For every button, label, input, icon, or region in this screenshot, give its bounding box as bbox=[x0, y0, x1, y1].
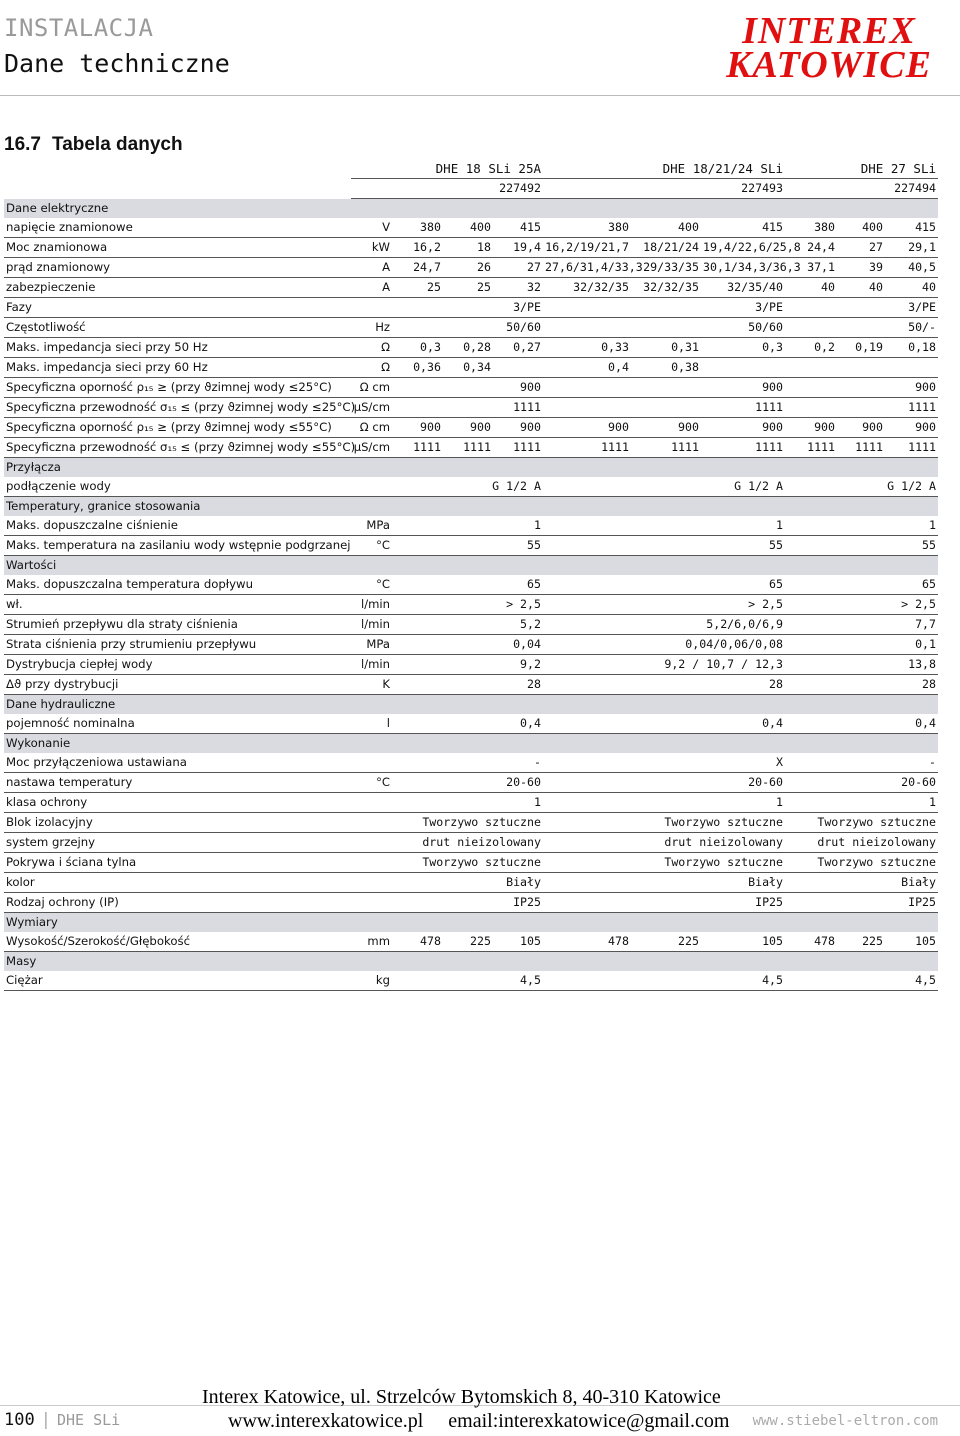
section-label: Przyłącza bbox=[4, 458, 938, 478]
row-label: Fazy bbox=[4, 298, 351, 318]
footer-address: Interex Katowice, ul. Strzelców Bytomskich 8, 40-310 Katowice bbox=[202, 1386, 721, 1408]
section-row bbox=[4, 734, 938, 754]
row-value: Tworzywo sztuczne bbox=[393, 813, 543, 833]
section-row bbox=[4, 497, 938, 517]
interex-katowice-logo bbox=[704, 10, 954, 86]
row-label: Moc przyłączeniowa ustawiana bbox=[4, 753, 351, 773]
section-label: INSTALACJA bbox=[4, 14, 154, 42]
row-value: 18/21/24 bbox=[631, 238, 701, 258]
row-value: 24,7 bbox=[393, 258, 443, 278]
table-row bbox=[4, 438, 938, 458]
row-value: 0,34 bbox=[443, 358, 493, 378]
row-unit bbox=[351, 833, 393, 853]
row-value: 30,1/34,3/36,3 bbox=[701, 258, 785, 278]
row-value: 0,04 bbox=[393, 635, 543, 655]
row-value: X bbox=[543, 753, 785, 773]
row-value: - bbox=[393, 753, 543, 773]
row-unit: A bbox=[351, 258, 393, 278]
row-value: 1 bbox=[543, 793, 785, 813]
row-label: pojemność nominalna bbox=[4, 714, 351, 734]
row-value bbox=[785, 358, 837, 378]
row-value: 50/60 bbox=[393, 318, 543, 338]
row-value: drut nieizolowany bbox=[393, 833, 543, 853]
table-row bbox=[4, 477, 938, 497]
data-table bbox=[4, 159, 938, 991]
row-value: 19,4 bbox=[493, 238, 543, 258]
section-row bbox=[4, 695, 938, 715]
table-row bbox=[4, 675, 938, 695]
table-row bbox=[4, 773, 938, 793]
row-label: Blok izolacyjny bbox=[4, 813, 351, 833]
row-value: 225 bbox=[443, 932, 493, 952]
row-value: 1 bbox=[393, 793, 543, 813]
row-value: 0,4 bbox=[543, 714, 785, 734]
row-unit: l/min bbox=[351, 595, 393, 615]
row-value bbox=[837, 358, 885, 378]
row-value: 0,28 bbox=[443, 338, 493, 358]
row-label: Maks. dopuszczalna temperatura dopływu bbox=[4, 575, 351, 595]
table-row bbox=[4, 278, 938, 298]
row-unit: kW bbox=[351, 238, 393, 258]
row-value: 20-60 bbox=[543, 773, 785, 793]
row-value: 5,2/6,0/6,9 bbox=[543, 615, 785, 635]
row-value: 25 bbox=[443, 278, 493, 298]
page-number: 100 bbox=[4, 1410, 35, 1430]
row-value: 105 bbox=[701, 932, 785, 952]
row-label: Rodzaj ochrony (IP) bbox=[4, 893, 351, 913]
row-value: 3/PE bbox=[785, 298, 938, 318]
row-value: 1111 bbox=[393, 438, 443, 458]
row-value: 55 bbox=[543, 536, 785, 556]
row-value: 380 bbox=[393, 218, 443, 238]
row-label: zabezpieczenie bbox=[4, 278, 351, 298]
row-value: 0,3 bbox=[701, 338, 785, 358]
row-label: Maks. dopuszczalne ciśnienie bbox=[4, 516, 351, 536]
table-row bbox=[4, 615, 938, 635]
table-row bbox=[4, 318, 938, 338]
table-row bbox=[4, 238, 938, 258]
row-value: 1 bbox=[785, 793, 938, 813]
row-value bbox=[493, 358, 543, 378]
row-unit: A bbox=[351, 278, 393, 298]
row-value: 0,3 bbox=[393, 338, 443, 358]
row-value: 32/35/40 bbox=[701, 278, 785, 298]
row-value: 0,18 bbox=[885, 338, 938, 358]
row-value: 0,33 bbox=[543, 338, 631, 358]
row-value: 27,6/31,4/33,3 bbox=[543, 258, 631, 278]
row-value: 40 bbox=[885, 278, 938, 298]
table-row bbox=[4, 793, 938, 813]
row-value: 0,2 bbox=[785, 338, 837, 358]
row-value: 18 bbox=[443, 238, 493, 258]
row-label: Specyficzna przewodność σ₁₅ ≤ (przy ϑzimnej wody ≤55°C) bbox=[4, 438, 351, 458]
row-value: 7,7 bbox=[785, 615, 938, 635]
row-value: 9,2 / 10,7 / 12,3 bbox=[543, 655, 785, 675]
row-value: 900 bbox=[443, 418, 493, 438]
row-value: 1111 bbox=[493, 438, 543, 458]
row-value: - bbox=[785, 753, 938, 773]
row-label: Wysokość/Szerokość/Głębokość bbox=[4, 932, 351, 952]
row-label: kolor bbox=[4, 873, 351, 893]
row-unit: Ω bbox=[351, 338, 393, 358]
row-unit: °C bbox=[351, 575, 393, 595]
row-value: 1111 bbox=[543, 438, 631, 458]
row-value: 0,38 bbox=[631, 358, 701, 378]
row-value: 1111 bbox=[631, 438, 701, 458]
part-number-1: 227492 bbox=[393, 179, 543, 199]
row-label: system grzejny bbox=[4, 833, 351, 853]
footer-website[interactable]: www.stiebel-eltron.com bbox=[752, 1413, 938, 1429]
part-number-row bbox=[4, 179, 938, 199]
row-value: 27 bbox=[493, 258, 543, 278]
row-value: 28 bbox=[393, 675, 543, 695]
row-value: 900 bbox=[543, 418, 631, 438]
row-unit bbox=[351, 853, 393, 873]
page-footer: 100 | DHE SLi bbox=[4, 1410, 121, 1430]
table-row bbox=[4, 635, 938, 655]
model-2: DHE 18/21/24 SLi bbox=[543, 159, 785, 179]
row-unit bbox=[351, 298, 393, 318]
row-value: 1 bbox=[785, 516, 938, 536]
table-row bbox=[4, 378, 938, 398]
row-label: napięcie znamionowe bbox=[4, 218, 351, 238]
row-unit bbox=[351, 477, 393, 497]
row-value: 478 bbox=[543, 932, 631, 952]
row-label: Częstotliwość bbox=[4, 318, 351, 338]
row-value: 105 bbox=[493, 932, 543, 952]
row-unit: mm bbox=[351, 932, 393, 952]
table-row bbox=[4, 218, 938, 238]
row-value: 380 bbox=[785, 218, 837, 238]
row-label: wł. bbox=[4, 595, 351, 615]
row-value: 19,4/22,6/25,8 bbox=[701, 238, 785, 258]
row-unit: kg bbox=[351, 971, 393, 991]
row-unit: Ω cm bbox=[351, 378, 393, 398]
row-value: 65 bbox=[785, 575, 938, 595]
row-label: Maks. impedancja sieci przy 60 Hz bbox=[4, 358, 351, 378]
row-value: 37,1 bbox=[785, 258, 837, 278]
table-row bbox=[4, 753, 938, 773]
row-value: 225 bbox=[631, 932, 701, 952]
table-row bbox=[4, 338, 938, 358]
row-value: 400 bbox=[443, 218, 493, 238]
row-value: 5,2 bbox=[393, 615, 543, 635]
row-value: Biały bbox=[393, 873, 543, 893]
row-label: Maks. temperatura na zasilaniu wody wstępnie podgrzanej bbox=[4, 536, 351, 556]
row-unit: K bbox=[351, 675, 393, 695]
part-number-2: 227493 bbox=[543, 179, 785, 199]
row-label: Maks. impedancja sieci przy 50 Hz bbox=[4, 338, 351, 358]
row-value: G 1/2 A bbox=[393, 477, 543, 497]
row-value: 380 bbox=[543, 218, 631, 238]
section-label: Dane elektryczne bbox=[4, 199, 938, 219]
row-value: 1111 bbox=[837, 438, 885, 458]
row-value: 28 bbox=[785, 675, 938, 695]
section-label: Wykonanie bbox=[4, 734, 938, 754]
row-value: 29,1 bbox=[885, 238, 938, 258]
section-row bbox=[4, 913, 938, 933]
row-value: 1111 bbox=[443, 438, 493, 458]
row-label: Specyficzna oporność ρ₁₅ ≥ (przy ϑzimnej wody ≤25°C) bbox=[4, 378, 351, 398]
row-value: drut nieizolowany bbox=[543, 833, 785, 853]
row-value: 900 bbox=[393, 418, 443, 438]
model-3: DHE 27 SLi bbox=[785, 159, 938, 179]
row-unit: l/min bbox=[351, 655, 393, 675]
row-label: Δϑ przy dystrybucji bbox=[4, 675, 351, 695]
row-value: G 1/2 A bbox=[785, 477, 938, 497]
table-row bbox=[4, 258, 938, 278]
page-title: Dane techniczne bbox=[4, 49, 230, 78]
row-value: 27 bbox=[837, 238, 885, 258]
row-unit: Ω bbox=[351, 358, 393, 378]
row-unit: MPa bbox=[351, 516, 393, 536]
row-value: 4,5 bbox=[543, 971, 785, 991]
row-label: Strata ciśnienia przy strumieniu przepływu bbox=[4, 635, 351, 655]
row-value: 26 bbox=[443, 258, 493, 278]
row-value: 50/- bbox=[785, 318, 938, 338]
row-value: Tworzywo sztuczne bbox=[393, 853, 543, 873]
row-value: 1111 bbox=[543, 398, 785, 418]
row-value: 25 bbox=[393, 278, 443, 298]
row-value: 65 bbox=[543, 575, 785, 595]
row-value: 900 bbox=[785, 418, 837, 438]
row-value: 24,4 bbox=[785, 238, 837, 258]
row-value: 65 bbox=[393, 575, 543, 595]
table-row bbox=[4, 971, 938, 991]
row-value: 900 bbox=[543, 378, 785, 398]
row-value: 0,36 bbox=[393, 358, 443, 378]
row-value: 478 bbox=[785, 932, 837, 952]
row-value: 1111 bbox=[785, 438, 837, 458]
model-header-row bbox=[4, 159, 938, 179]
row-value: 3/PE bbox=[543, 298, 785, 318]
section-row bbox=[4, 199, 938, 219]
row-label: Pokrywa i ściana tylna bbox=[4, 853, 351, 873]
row-value: Tworzywo sztuczne bbox=[785, 853, 938, 873]
row-value: 900 bbox=[631, 418, 701, 438]
row-value: Biały bbox=[543, 873, 785, 893]
table-row bbox=[4, 873, 938, 893]
table-row bbox=[4, 516, 938, 536]
logo-line-1: INTEREX bbox=[742, 10, 916, 52]
row-value: 1 bbox=[393, 516, 543, 536]
row-value: 1111 bbox=[701, 438, 785, 458]
row-value: 1111 bbox=[785, 398, 938, 418]
row-value: 105 bbox=[885, 932, 938, 952]
table-row bbox=[4, 655, 938, 675]
row-value: Biały bbox=[785, 873, 938, 893]
row-value: 55 bbox=[393, 536, 543, 556]
row-value: 900 bbox=[701, 418, 785, 438]
row-value: 225 bbox=[837, 932, 885, 952]
row-value: 0,19 bbox=[837, 338, 885, 358]
row-unit: l bbox=[351, 714, 393, 734]
row-value: 0,04/0,06/0,08 bbox=[543, 635, 785, 655]
table-row bbox=[4, 575, 938, 595]
row-unit: Ω cm bbox=[351, 418, 393, 438]
row-value: 50/60 bbox=[543, 318, 785, 338]
row-label: Specyficzna oporność ρ₁₅ ≥ (przy ϑzimnej wody ≤55°C) bbox=[4, 418, 351, 438]
section-label: Temperatury, granice stosowania bbox=[4, 497, 938, 517]
table-heading-text: Tabela danych bbox=[52, 134, 183, 155]
row-unit: °C bbox=[351, 536, 393, 556]
row-value: 1111 bbox=[885, 438, 938, 458]
row-value: 40 bbox=[837, 278, 885, 298]
row-value: 0,31 bbox=[631, 338, 701, 358]
row-value: 29/33/35 bbox=[631, 258, 701, 278]
row-unit: MPa bbox=[351, 635, 393, 655]
row-value: 1 bbox=[543, 516, 785, 536]
table-heading bbox=[4, 134, 183, 156]
row-value: 415 bbox=[701, 218, 785, 238]
row-value: IP25 bbox=[393, 893, 543, 913]
row-value: 4,5 bbox=[393, 971, 543, 991]
row-value: 32/32/35 bbox=[543, 278, 631, 298]
row-value: Tworzywo sztuczne bbox=[543, 813, 785, 833]
row-value: 40,5 bbox=[885, 258, 938, 278]
row-value: 415 bbox=[493, 218, 543, 238]
table-row bbox=[4, 398, 938, 418]
row-value: > 2,5 bbox=[543, 595, 785, 615]
section-row bbox=[4, 952, 938, 972]
row-value: > 2,5 bbox=[785, 595, 938, 615]
row-value: 400 bbox=[837, 218, 885, 238]
table-row bbox=[4, 595, 938, 615]
row-value: IP25 bbox=[785, 893, 938, 913]
row-value: 0,4 bbox=[393, 714, 543, 734]
row-value: 55 bbox=[785, 536, 938, 556]
table-row bbox=[4, 932, 938, 952]
row-value: G 1/2 A bbox=[543, 477, 785, 497]
page-header bbox=[0, 0, 960, 96]
table-row bbox=[4, 536, 938, 556]
row-label: Strumień przepływu dla straty ciśnienia bbox=[4, 615, 351, 635]
row-value bbox=[701, 358, 785, 378]
row-value: 4,5 bbox=[785, 971, 938, 991]
table-row bbox=[4, 358, 938, 378]
row-label: prąd znamionowy bbox=[4, 258, 351, 278]
section-label: Masy bbox=[4, 952, 938, 972]
row-unit bbox=[351, 813, 393, 833]
row-value: 20-60 bbox=[393, 773, 543, 793]
row-value: 415 bbox=[885, 218, 938, 238]
row-value bbox=[885, 358, 938, 378]
row-label: klasa ochrony bbox=[4, 793, 351, 813]
row-value: 900 bbox=[393, 378, 543, 398]
row-value: 400 bbox=[631, 218, 701, 238]
row-unit bbox=[351, 793, 393, 813]
row-value: 13,8 bbox=[785, 655, 938, 675]
row-unit bbox=[351, 893, 393, 913]
logo-line-2: KATOWICE bbox=[726, 44, 932, 86]
row-value: > 2,5 bbox=[393, 595, 543, 615]
section-row bbox=[4, 458, 938, 478]
row-value: 16,2 bbox=[393, 238, 443, 258]
table-row bbox=[4, 418, 938, 438]
row-unit: l/min bbox=[351, 615, 393, 635]
table-row bbox=[4, 813, 938, 833]
section-row bbox=[4, 556, 938, 576]
row-value: 1111 bbox=[393, 398, 543, 418]
row-label: Ciężar bbox=[4, 971, 351, 991]
row-value: 478 bbox=[393, 932, 443, 952]
row-label: nastawa temperatury bbox=[4, 773, 351, 793]
row-unit bbox=[351, 873, 393, 893]
part-number-3: 227494 bbox=[785, 179, 938, 199]
row-value: 900 bbox=[493, 418, 543, 438]
row-value: 0,1 bbox=[785, 635, 938, 655]
footer-product: DHE SLi bbox=[56, 1411, 121, 1429]
row-unit: Hz bbox=[351, 318, 393, 338]
row-value: IP25 bbox=[543, 893, 785, 913]
model-1: DHE 18 SLi 25A bbox=[393, 159, 543, 179]
footer-contact[interactable]: www.interexkatowice.pl email:interexkatowice@gmail.com bbox=[228, 1410, 730, 1432]
table-row bbox=[4, 853, 938, 873]
row-value: 16,2/19/21,7 bbox=[543, 238, 631, 258]
row-unit: °C bbox=[351, 773, 393, 793]
row-unit bbox=[351, 753, 393, 773]
row-value: 40 bbox=[785, 278, 837, 298]
row-value: 32/32/35 bbox=[631, 278, 701, 298]
row-value: 3/PE bbox=[393, 298, 543, 318]
table-row bbox=[4, 893, 938, 913]
row-value: 900 bbox=[837, 418, 885, 438]
row-value: 28 bbox=[543, 675, 785, 695]
row-label: podłączenie wody bbox=[4, 477, 351, 497]
row-value: 39 bbox=[837, 258, 885, 278]
row-value: 0,4 bbox=[543, 358, 631, 378]
row-unit: μS/cm bbox=[351, 398, 393, 418]
table-heading-number: 16.7 bbox=[4, 134, 41, 155]
row-value: Tworzywo sztuczne bbox=[785, 813, 938, 833]
row-label: Dystrybucja ciepłej wody bbox=[4, 655, 351, 675]
table-row bbox=[4, 714, 938, 734]
table-row bbox=[4, 298, 938, 318]
row-unit: V bbox=[351, 218, 393, 238]
row-unit: μS/cm bbox=[351, 438, 393, 458]
row-value: drut nieizolowany bbox=[785, 833, 938, 853]
row-value: 9,2 bbox=[393, 655, 543, 675]
row-value: 32 bbox=[493, 278, 543, 298]
row-label: Specyficzna przewodność σ₁₅ ≤ (przy ϑzimnej wody ≤25°C) bbox=[4, 398, 351, 418]
row-label: Moc znamionowa bbox=[4, 238, 351, 258]
row-value: 0,4 bbox=[785, 714, 938, 734]
row-value: 0,27 bbox=[493, 338, 543, 358]
row-value: 900 bbox=[885, 418, 938, 438]
section-label: Dane hydrauliczne bbox=[4, 695, 938, 715]
section-label: Wymiary bbox=[4, 913, 938, 933]
row-value: 900 bbox=[785, 378, 938, 398]
row-value: 20-60 bbox=[785, 773, 938, 793]
row-value: Tworzywo sztuczne bbox=[543, 853, 785, 873]
table-row bbox=[4, 833, 938, 853]
section-label: Wartości bbox=[4, 556, 938, 576]
